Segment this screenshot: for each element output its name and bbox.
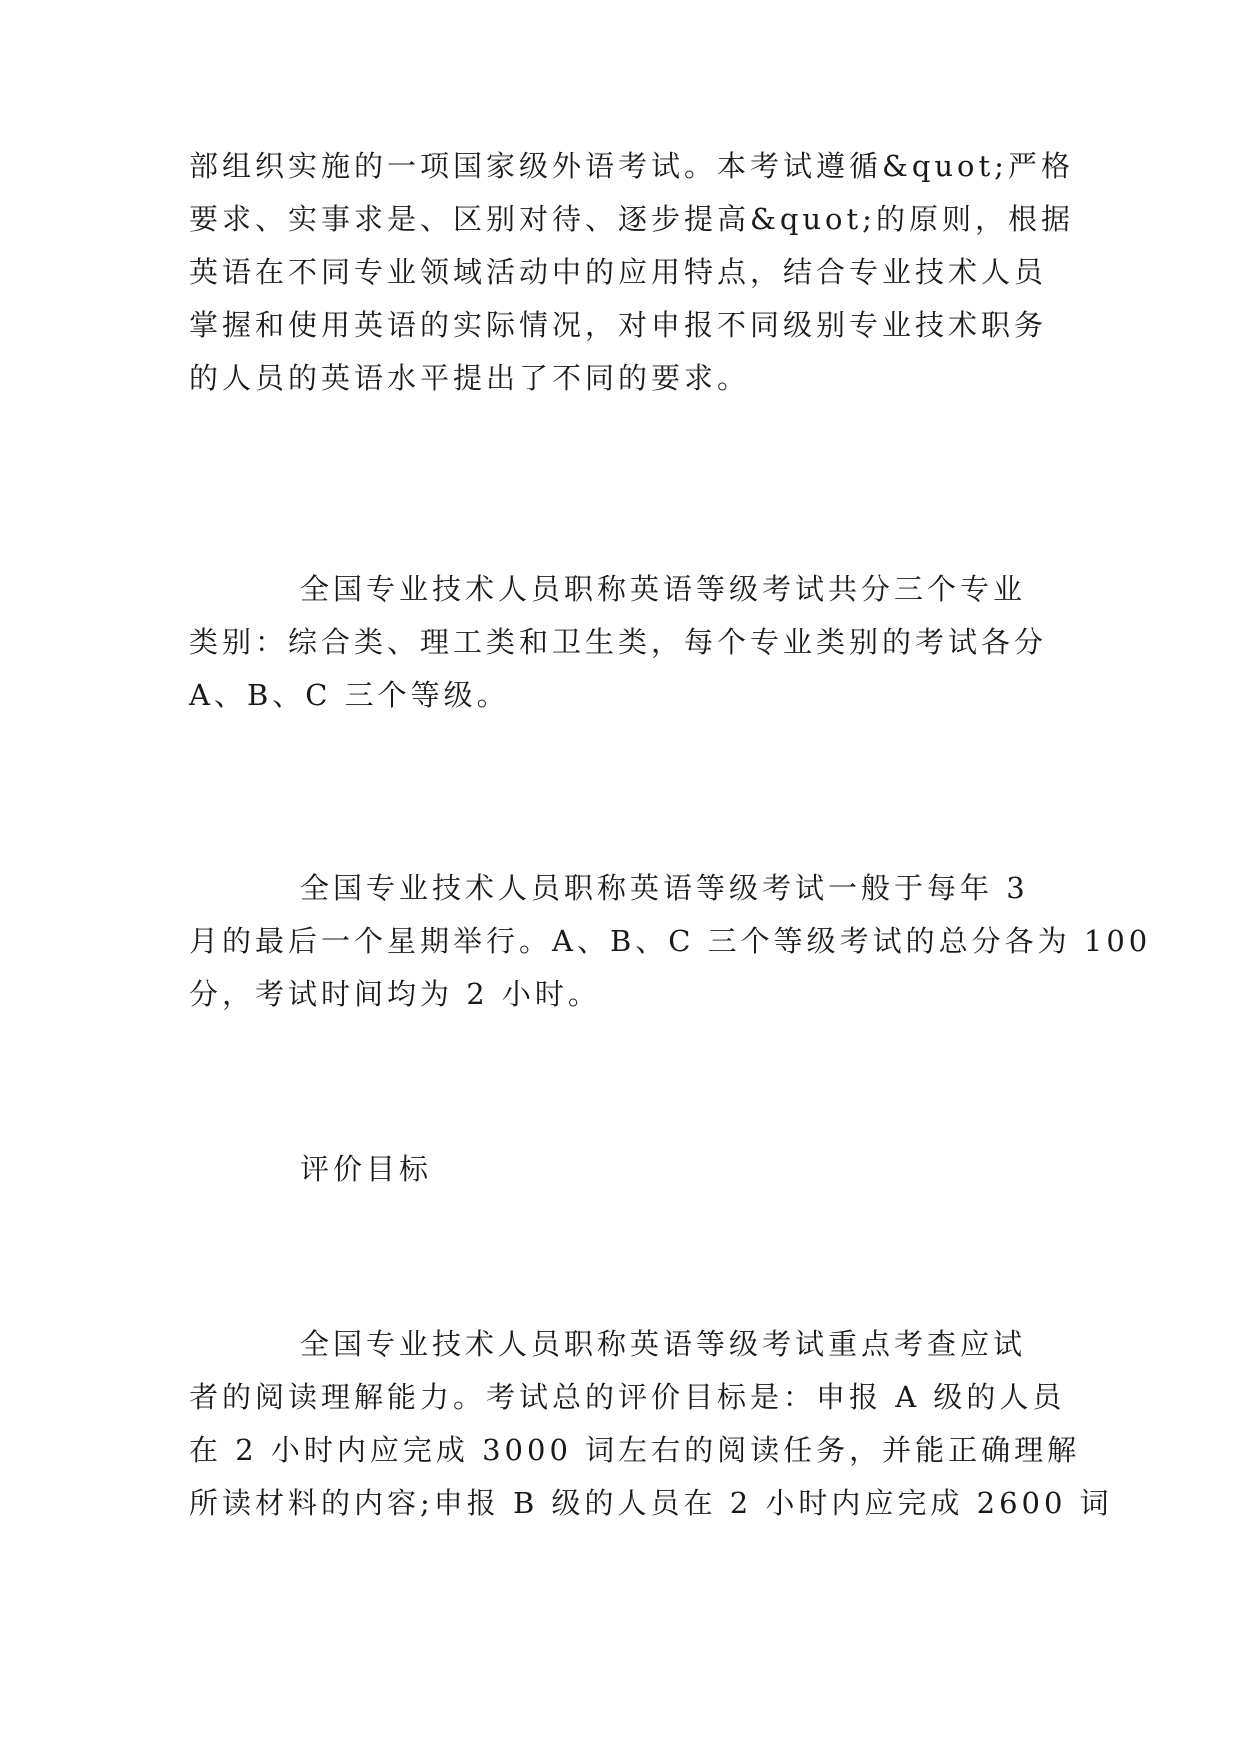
paragraph-1-line-2: 要求、实事求是、区别对待、逐步提高&quot;的原则，根据 xyxy=(189,202,1074,236)
paragraph-5-line-4: 所读材料的内容;申报 B 级的人员在 2 小时内应完成 2600 词 xyxy=(189,1486,1113,1520)
paragraph-2-line-1: 全国专业技术人员职称英语等级考试共分三个专业 xyxy=(300,572,1027,606)
paragraph-2-line-2: 类别：综合类、理工类和卫生类，每个专业类别的考试各分 xyxy=(189,625,1048,659)
paragraph-5-line-3: 在 2 小时内应完成 3000 词左右的阅读任务，并能正确理解 xyxy=(189,1433,1081,1467)
paragraph-3-line-2: 月的最后一个星期举行。A、B、C 三个等级考试的总分各为 100 xyxy=(189,924,1152,958)
paragraph-3-line-1: 全国专业技术人员职称英语等级考试一般于每年 3 xyxy=(300,871,1029,905)
paragraph-1-line-4: 掌握和使用英语的实际情况，对申报不同级别专业技术职务 xyxy=(189,308,1048,342)
paragraph-5-line-1: 全国专业技术人员职称英语等级考试重点考查应试 xyxy=(300,1327,1027,1361)
section-heading: 评价目标 xyxy=(300,1152,433,1186)
paragraph-2-line-3: A、B、C 三个等级。 xyxy=(189,678,510,712)
paragraph-5-line-2: 者的阅读理解能力。考试总的评价目标是：申报 A 级的人员 xyxy=(189,1380,1066,1414)
paragraph-3-line-3: 分，考试时间均为 2 小时。 xyxy=(189,977,601,1011)
paragraph-1-line-5: 的人员的英语水平提出了不同的要求。 xyxy=(189,361,751,395)
paragraph-1-line-3: 英语在不同专业领域活动中的应用特点，结合专业技术人员 xyxy=(189,255,1048,289)
paragraph-1-line-1: 部组织实施的一项国家级外语考试。本考试遵循&quot;严格 xyxy=(189,149,1074,183)
